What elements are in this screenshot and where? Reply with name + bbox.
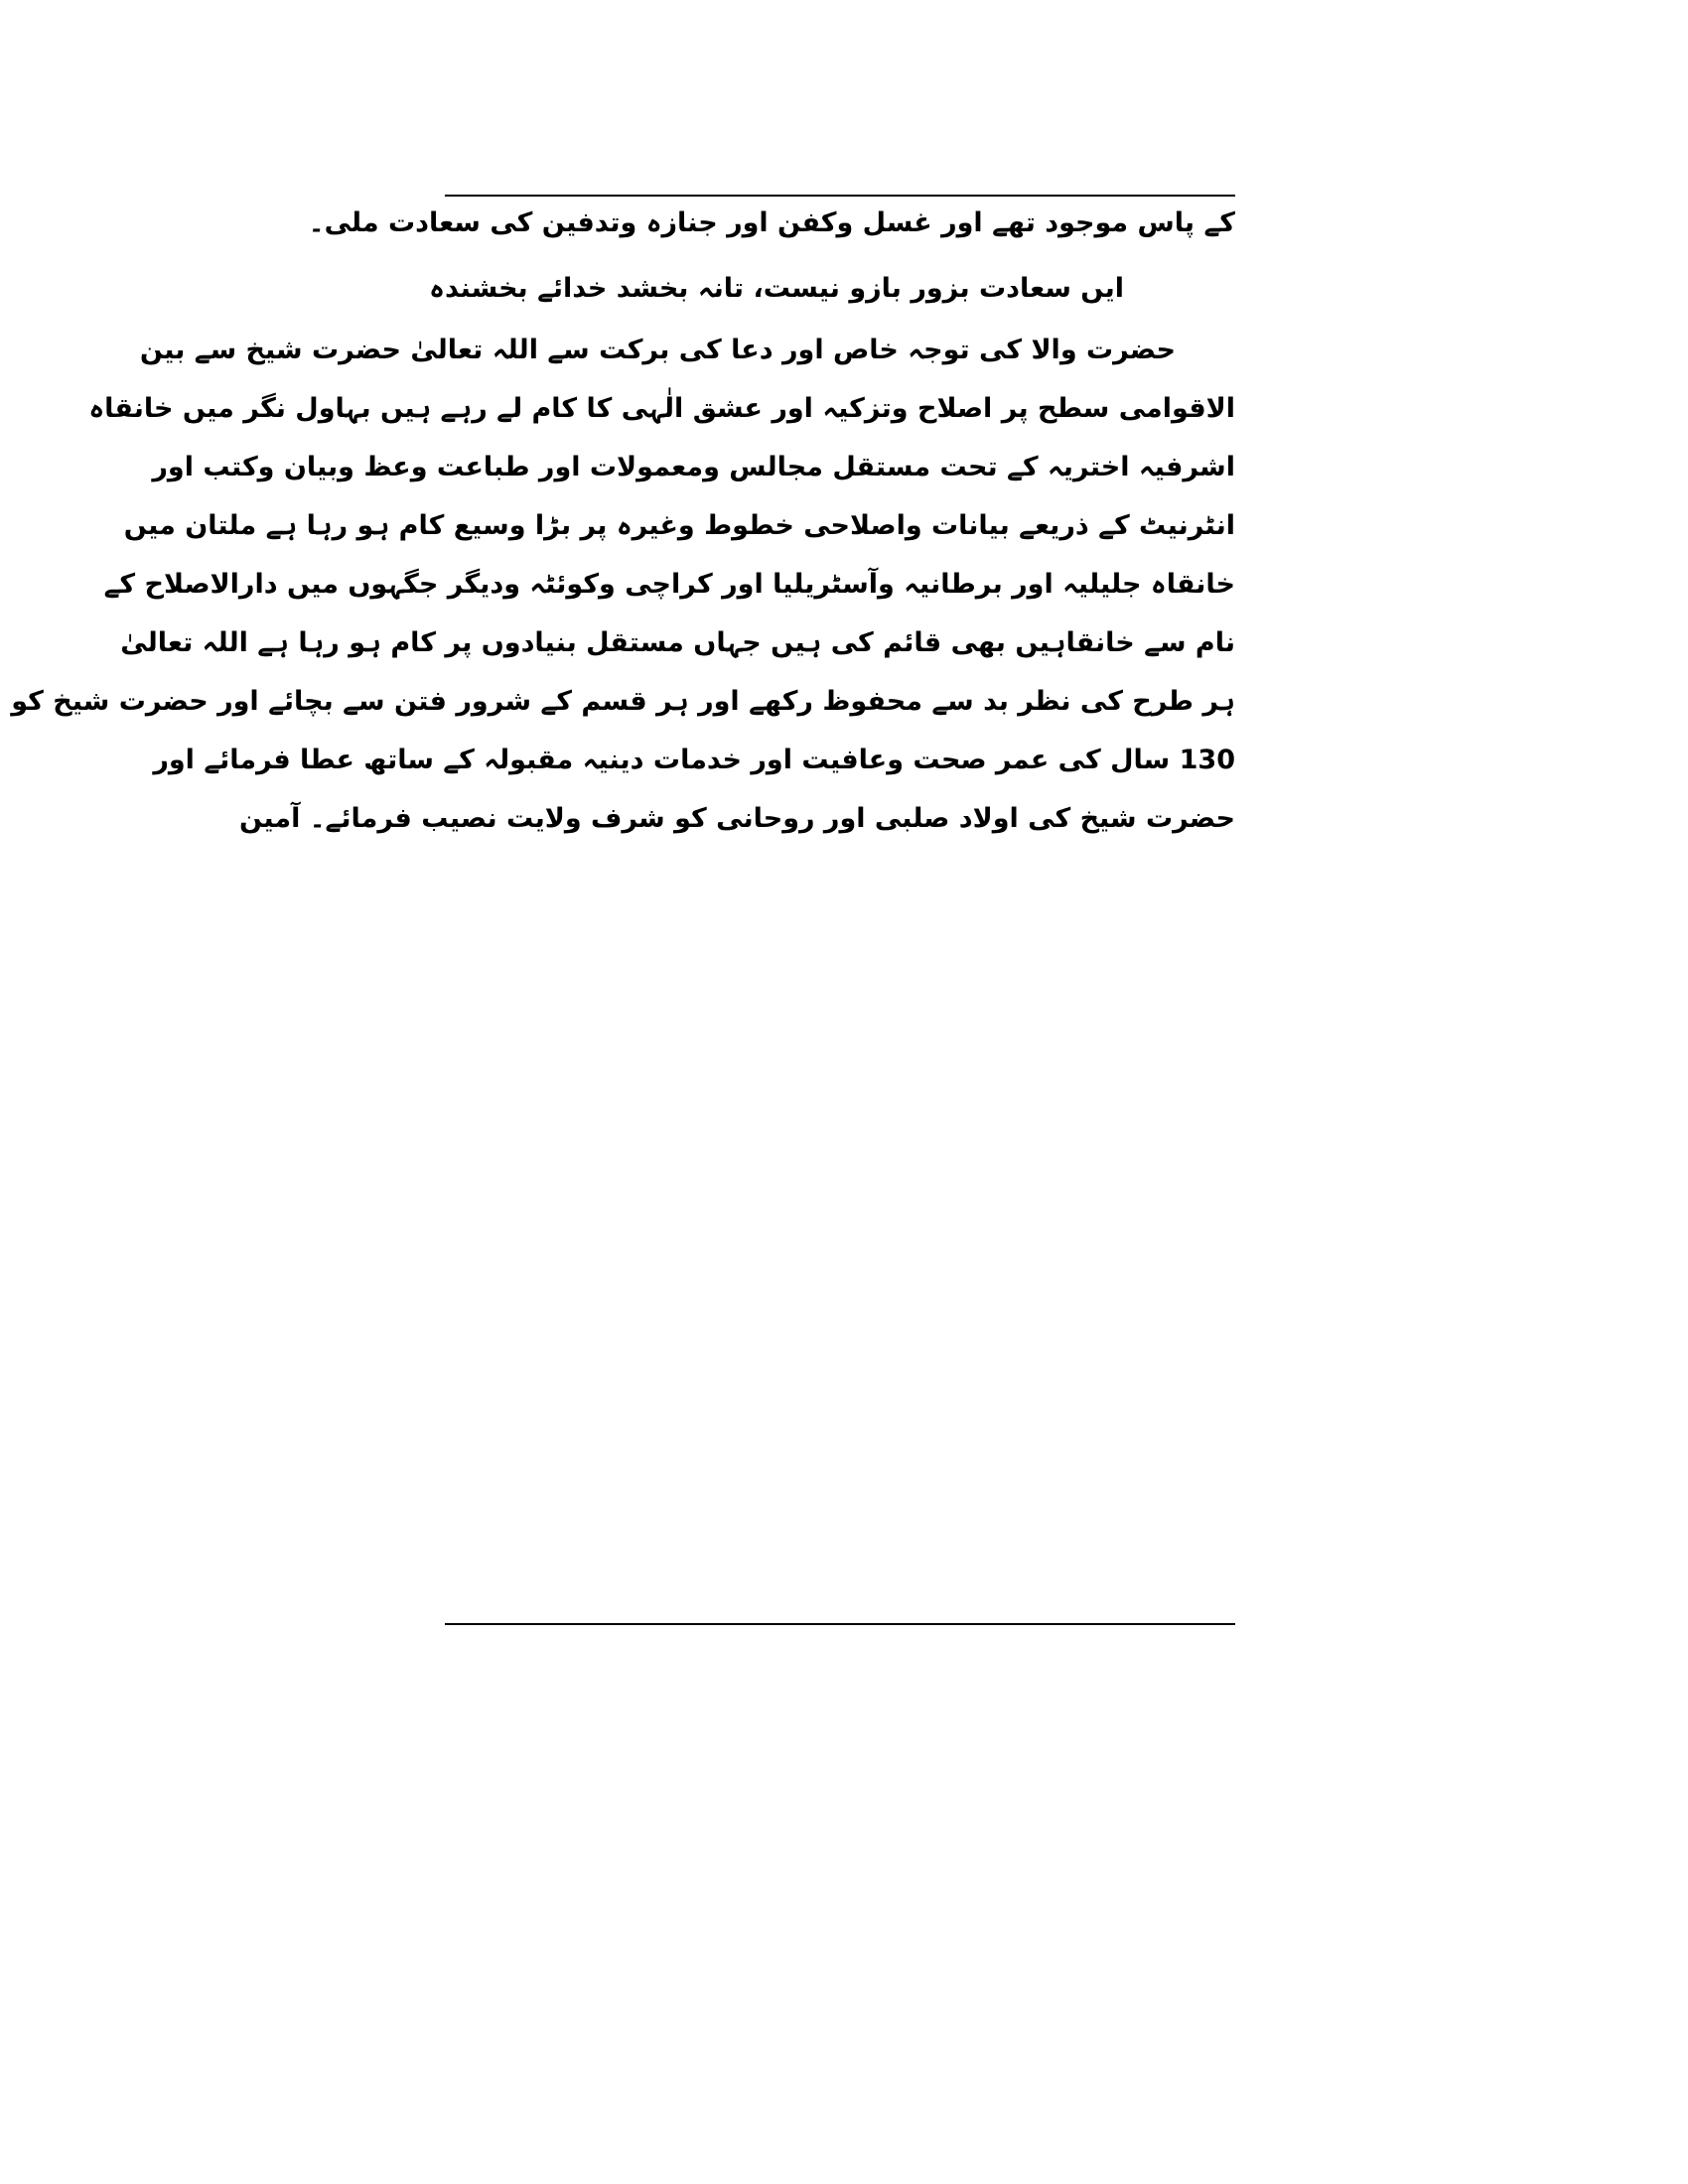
- text-line: الاقوامی سطح پر اصلاح وتزکیہ اور عشق الٰہی کا کام لے رہے ہیں بہاول نگر میں خانقاہ: [88, 393, 1235, 424]
- text-line: انٹرنیٹ کے ذریعے بیانات واصلاحی خطوط وغیرہ پر بڑا وسیع کام ہو رہا ہے ملتان میں: [123, 510, 1235, 541]
- text-line: ہر طرح کی نظر بد سے محفوظ رکھے اور ہر قسم کے شرور فتن سے بچائے اور حضرت شیخ کو: [11, 686, 1235, 717]
- top-rule: [445, 195, 1235, 197]
- text-line: نام سے خانقاہیں بھی قائم کی ہیں جہاں مستقل بنیادوں پر کام ہو رہا ہے اللہ تعالیٰ: [120, 627, 1235, 658]
- text-line: کے پاس موجود تھے اور غسل وکفن اور جنازہ وتدفین کی سعادت ملی۔: [308, 207, 1235, 238]
- text-line: خانقاہ جلیلیہ اور برطانیہ وآسٹریلیا اور کراچی وکوئٹہ ودیگر جگہوں میں دارالاصلاح کے: [103, 569, 1235, 600]
- bottom-rule: [445, 1623, 1235, 1625]
- text-line: حضرت شیخ کی اولاد صلبی اور روحانی کو شرف ولایت نصیب فرمائے۔ آمین: [239, 803, 1235, 834]
- text-line: حضرت والا کی توجہ خاص اور دعا کی برکت سے اللہ تعالیٰ حضرت شیخ سے بین: [139, 335, 1176, 365]
- text-line: 130 سال کی عمر صحت وعافیت اور خدمات دینیہ مقبولہ کے ساتھ عطا فرمائے اور: [153, 745, 1235, 775]
- text-line: اشرفیہ اختریہ کے تحت مستقل مجالس ومعمولات اور طباعت وعظ وبیان وکتب اور: [152, 452, 1235, 482]
- verse-line: ایں سعادت بزور بازو نیست، تانہ بخشد خدائے بخشندہ: [429, 273, 1124, 304]
